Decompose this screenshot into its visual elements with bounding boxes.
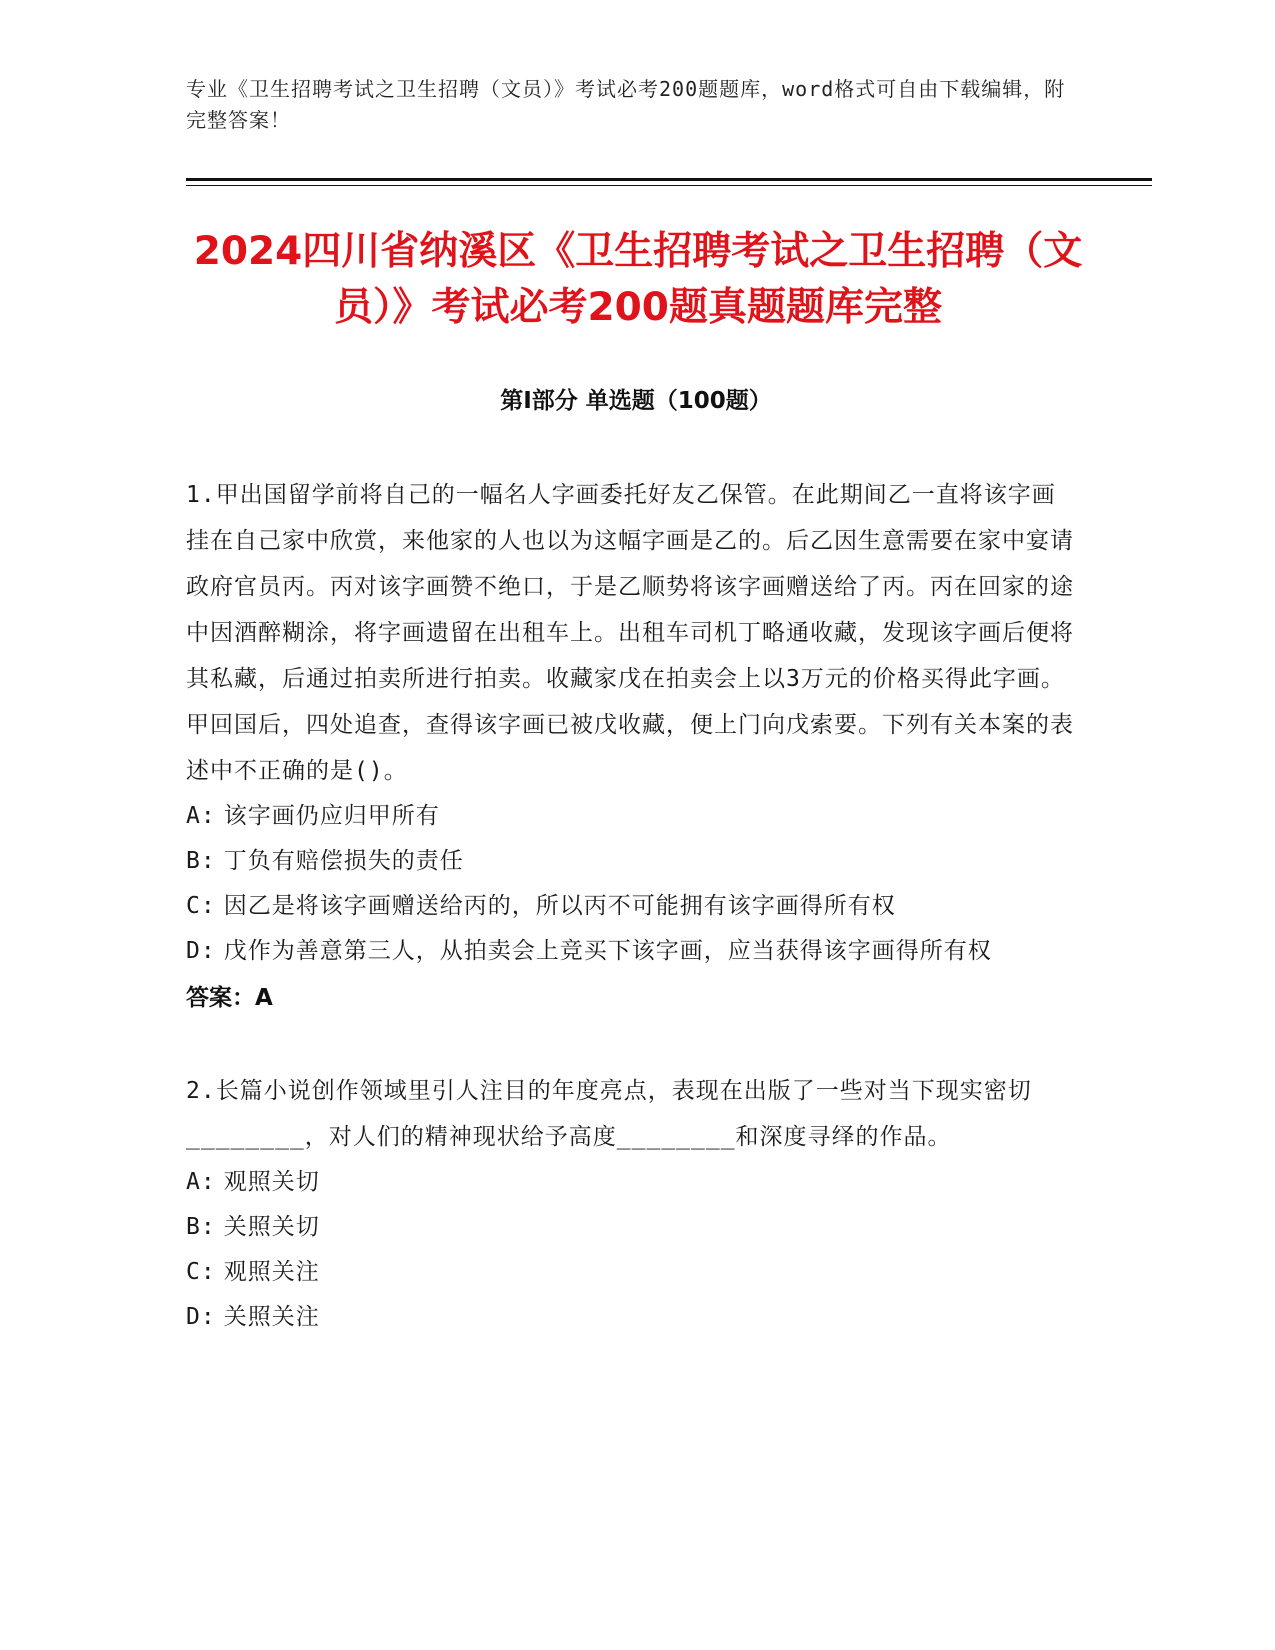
option-b bbox=[186, 839, 1076, 884]
option-key: B: bbox=[186, 1214, 216, 1240]
option-text: 该字画仍应归甲所有 bbox=[223, 803, 440, 829]
option-key: D: bbox=[186, 1304, 216, 1330]
option-text: 观照关切 bbox=[223, 1169, 320, 1195]
question-2 bbox=[186, 1068, 1076, 1340]
option-key: A: bbox=[186, 1169, 216, 1195]
option-c bbox=[186, 1250, 1076, 1295]
header-divider-thick bbox=[186, 178, 1152, 181]
document-title: 2024四川省纳溪区《卫生招聘考试之卫生招聘（文员）》考试必考200题真题题库完整 bbox=[193, 229, 1083, 330]
option-key: C: bbox=[186, 893, 216, 919]
option-d bbox=[186, 1295, 1076, 1340]
option-key: A: bbox=[186, 803, 216, 829]
question-stem: 1.甲出国留学前将自己的一幅名人字画委托好友乙保管。在此期间乙一直将该字画挂在自己家中欣赏，来他家的人也以为这幅字画是乙的。后乙因生意需要在家中宴请政府官员丙。丙对该字画赞不绝口，于是乙顺势将该字画赠送给了丙。丙在回家的途中因酒醉糊涂，将字画遗留在出租车上。出租车司机丁略通收藏，发现该字画后便将其私藏，后通过拍卖所进行拍卖。收藏家戊在拍卖会上以3万元的价格买得此字画。甲回国后，四处追查，查得该字画已被戊收藏，便上门向戊索要。下列有关本案的表述中不正确的是()。 bbox=[186, 482, 1074, 784]
answer-line: 答案：A bbox=[186, 985, 273, 1011]
question-list bbox=[186, 472, 1076, 1386]
option-a bbox=[186, 794, 1076, 839]
option-d bbox=[186, 929, 1076, 974]
option-text: 关照关切 bbox=[223, 1214, 320, 1240]
option-text: 观照关注 bbox=[223, 1259, 320, 1285]
option-text: 丁负有赔偿损失的责任 bbox=[223, 848, 464, 874]
option-key: C: bbox=[186, 1259, 216, 1285]
question-1 bbox=[186, 472, 1076, 1022]
option-key: D: bbox=[186, 938, 216, 964]
header-note: 专业《卫生招聘考试之卫生招聘（文员）》考试必考200题题库，word格式可自由下载编辑，附完整答案！ bbox=[186, 77, 1066, 132]
option-text: 因乙是将该字画赠送给丙的，所以丙不可能拥有该字画得所有权 bbox=[223, 893, 896, 919]
option-a bbox=[186, 1160, 1076, 1205]
option-text: 戊作为善意第三人，从拍卖会上竞买下该字画，应当获得该字画得所有权 bbox=[223, 938, 992, 964]
option-text: 关照关注 bbox=[223, 1304, 320, 1330]
option-key: B: bbox=[186, 848, 216, 874]
header-divider-thin bbox=[186, 185, 1152, 186]
option-c bbox=[186, 884, 1076, 929]
option-b bbox=[186, 1205, 1076, 1250]
question-stem: 2.长篇小说创作领域里引人注目的年度亮点，表现在出版了一些对当下现实密切________，对人们的精神现状给予高度________和深度寻绎的作品。 bbox=[186, 1078, 1032, 1150]
section-title: 第Ⅰ部分 单选题（100题） bbox=[500, 388, 772, 414]
